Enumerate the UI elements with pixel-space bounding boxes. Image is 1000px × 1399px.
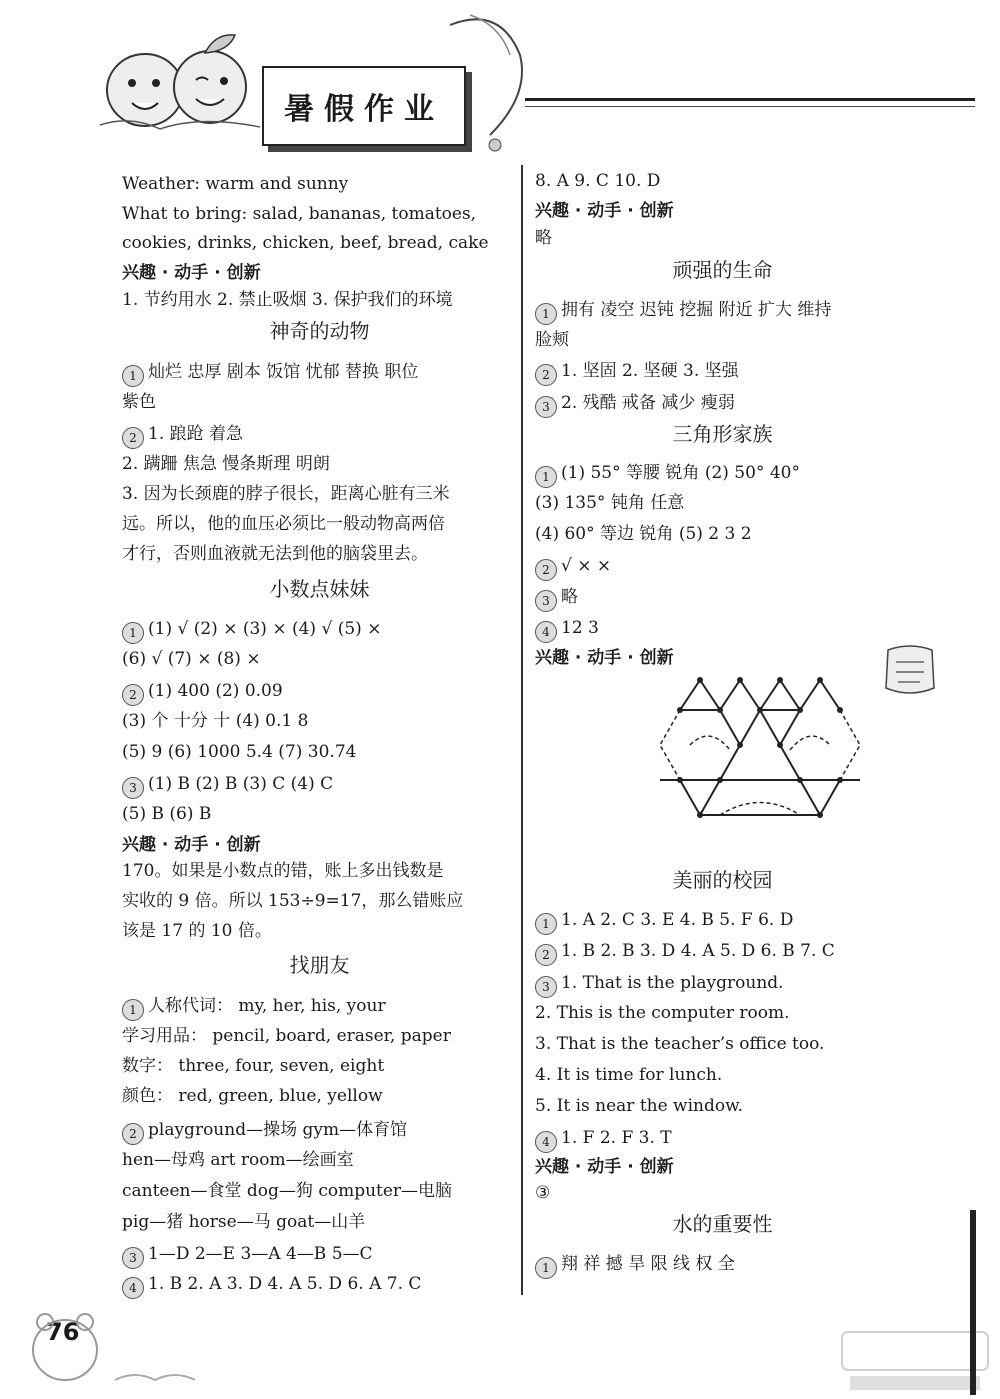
answer-text: (1) 400 (2) 0.09 xyxy=(148,681,283,701)
column-divider xyxy=(521,165,523,1295)
answer-line xyxy=(535,972,784,998)
answer-line xyxy=(122,423,243,449)
answer-line xyxy=(122,1273,421,1299)
answer-text: 略 xyxy=(535,228,552,248)
answer-text: 水的重要性 xyxy=(672,1212,773,1236)
question-number-badge: 3 xyxy=(535,396,557,418)
answer-line xyxy=(122,1055,384,1077)
answer-line xyxy=(535,617,599,643)
answer-line xyxy=(535,940,835,966)
answer-line xyxy=(122,648,261,670)
question-number-badge: 1 xyxy=(535,466,557,488)
answer-line xyxy=(535,227,552,249)
section-title xyxy=(122,576,517,602)
answer-text: 颜色： red, green, blue, yellow xyxy=(122,1086,383,1106)
answer-text: 翔 祥 撼 旱 限 线 权 全 xyxy=(561,1254,735,1274)
answer-line xyxy=(122,1211,365,1233)
question-number-badge: 2 xyxy=(122,427,144,449)
question-number-badge: 2 xyxy=(122,684,144,706)
answer-text: 1. 踉跄 着急 xyxy=(148,424,244,444)
answer-text: 1. B 2. A 3. D 4. A 5. D 6. A 7. C xyxy=(148,1274,422,1294)
answer-line xyxy=(535,299,831,325)
section-title xyxy=(535,421,910,447)
section-title xyxy=(535,867,910,893)
question-number-badge: 2 xyxy=(122,1123,144,1145)
fruit-mascots-illustration xyxy=(90,25,270,145)
header-rule-thin xyxy=(525,106,975,107)
answer-text: cookies, drinks, chicken, beef, bread, cake xyxy=(122,233,489,253)
answer-text: 1—D 2—E 3—A 4—B 5—C xyxy=(148,1244,373,1264)
answer-line xyxy=(535,329,569,351)
answer-line xyxy=(535,492,684,514)
answer-line xyxy=(122,1149,354,1171)
answer-line xyxy=(535,360,739,386)
answer-text: (1) B (2) B (3) C (4) C xyxy=(148,774,334,794)
section-title xyxy=(535,1211,910,1237)
question-number-badge: 1 xyxy=(122,999,144,1021)
answer-line xyxy=(535,1182,550,1204)
question-number-badge: 1 xyxy=(535,303,557,325)
answer-text: 4. It is time for lunch. xyxy=(535,1065,723,1085)
answer-text: 找朋友 xyxy=(289,953,350,977)
answer-text: 才行，否则血液就无法到他的脑袋里去。 xyxy=(122,544,428,564)
answer-text: 拥有 凌空 迟钝 挖掘 附近 扩大 维持 xyxy=(561,300,832,320)
answer-line xyxy=(122,1243,373,1269)
answer-text: hen—母鸡 art room—绘画室 xyxy=(122,1150,354,1170)
answer-text: 实收的 9 倍。所以 153÷9=17，那么错账应 xyxy=(122,891,464,911)
watermark-logo xyxy=(840,1330,990,1395)
answer-text: 12 3 xyxy=(561,618,599,638)
question-number-badge: 3 xyxy=(122,1247,144,1269)
answer-line xyxy=(122,1180,452,1202)
answer-line xyxy=(535,555,611,581)
question-number-badge: 1 xyxy=(122,365,144,387)
answer-text: What to bring: salad, bananas, tomatoes, xyxy=(122,204,477,224)
decorative-swirl-icon xyxy=(440,5,530,155)
answer-text: (1) 55° 等腰 锐角 (2) 50° 40° xyxy=(561,463,800,483)
answer-text: 8. A 9. C 10. D xyxy=(535,171,661,191)
section-title xyxy=(122,952,517,978)
answer-line xyxy=(122,890,463,912)
answer-text: 兴趣 · 动手 · 创新 xyxy=(122,263,261,283)
answer-line xyxy=(535,1033,824,1055)
answer-text: 3. That is the teacher’s office too. xyxy=(535,1034,825,1054)
answer-text: 灿烂 忠厚 剧本 饭馆 忧郁 替换 职位 xyxy=(148,362,419,382)
answer-text: 兴趣 · 动手 · 创新 xyxy=(535,201,674,221)
answer-line xyxy=(122,680,283,706)
answer-line xyxy=(122,995,386,1021)
question-number-badge: 3 xyxy=(535,976,557,998)
answer-line xyxy=(122,773,333,799)
answer-text: 3. 因为长颈鹿的脖子很长，距离心脏有三米 xyxy=(122,484,450,504)
answer-line xyxy=(122,361,418,387)
page-title: 暑假作业 xyxy=(284,92,444,127)
answer-text: 紫色 xyxy=(122,392,156,412)
answer-line xyxy=(122,173,348,195)
answer-text: 学习用品： pencil, board, eraser, paper xyxy=(122,1026,451,1046)
answer-line xyxy=(122,203,476,225)
page-header xyxy=(0,0,1000,165)
question-number-badge: 1 xyxy=(535,913,557,935)
footer-decoration-icon xyxy=(20,1300,240,1395)
answer-text: 1. 节约用水 2. 禁止吸烟 3. 保护我们的环境 xyxy=(122,290,453,310)
answer-line xyxy=(122,710,308,732)
question-number-badge: 3 xyxy=(535,590,557,612)
answer-line xyxy=(122,803,211,825)
answer-text: 兴趣 · 动手 · 创新 xyxy=(122,835,261,855)
answer-line xyxy=(122,741,356,763)
answer-line xyxy=(122,860,443,882)
activity-heading xyxy=(122,262,261,284)
answer-line xyxy=(535,1253,735,1279)
answer-line xyxy=(535,1127,672,1153)
answer-line xyxy=(535,1002,790,1024)
answer-text: pig—猪 horse—马 goat—山羊 xyxy=(122,1212,366,1232)
triangle-hexagon-diagram xyxy=(660,670,860,830)
answer-text: 1. A 2. C 3. E 4. B 5. F 6. D xyxy=(561,910,794,930)
answer-line xyxy=(535,909,793,935)
header-rule xyxy=(525,98,975,101)
answer-text: 人称代词： my, her, his, your xyxy=(148,996,386,1016)
question-number-badge: 2 xyxy=(535,944,557,966)
answer-text: 5. It is near the window. xyxy=(535,1096,744,1116)
answer-text: canteen—食堂 dog—狗 computer—电脑 xyxy=(122,1181,453,1201)
answer-line xyxy=(535,1095,743,1117)
question-number-badge: 4 xyxy=(535,1131,557,1153)
question-number-badge: 3 xyxy=(122,777,144,799)
answer-text: 数字： three, four, seven, eight xyxy=(122,1056,385,1076)
answer-text: playground—操场 gym—体育馆 xyxy=(148,1120,408,1140)
answer-line xyxy=(122,483,450,505)
title-box xyxy=(262,66,466,146)
answer-line xyxy=(122,232,489,254)
answer-line xyxy=(122,391,156,413)
activity-heading xyxy=(535,200,674,222)
answer-line xyxy=(122,1119,407,1145)
answer-line xyxy=(535,1064,722,1086)
answer-text: 1. 坚固 2. 坚硬 3. 坚强 xyxy=(561,361,739,381)
answer-line xyxy=(535,523,752,545)
answer-text: 神奇的动物 xyxy=(269,319,370,343)
question-number-badge: 4 xyxy=(122,1277,144,1299)
answer-text: (6) √ (7) × (8) × xyxy=(122,649,261,669)
question-number-badge: 1 xyxy=(122,622,144,644)
answer-text: (5) 9 (6) 1000 5.4 (7) 30.74 xyxy=(122,742,357,762)
answer-text: 2. 蹒跚 焦急 慢条斯理 明朗 xyxy=(122,454,330,474)
section-title xyxy=(122,318,517,344)
answer-line xyxy=(122,513,445,535)
answer-text: 兴趣 · 动手 · 创新 xyxy=(535,1157,674,1177)
answer-line xyxy=(122,543,428,565)
answer-text: 1. F 2. F 3. T xyxy=(561,1128,672,1148)
answer-line xyxy=(122,618,381,644)
answer-line xyxy=(535,462,800,488)
answer-text: 2. This is the computer room. xyxy=(535,1003,790,1023)
answer-text: 小数点妹妹 xyxy=(269,577,370,601)
question-number-badge: 2 xyxy=(535,559,557,581)
answer-text: 170。如果是小数点的错，账上多出钱数是 xyxy=(122,861,444,881)
answer-text: (1) √ (2) × (3) × (4) √ (5) × xyxy=(148,619,382,639)
page-edge-bar xyxy=(970,1210,976,1395)
answer-line xyxy=(122,920,272,942)
answer-text: 该是 17 的 10 倍。 xyxy=(122,921,272,941)
answer-text: 美丽的校园 xyxy=(672,868,773,892)
question-number-badge: 1 xyxy=(535,1257,557,1279)
answer-text: √ × × xyxy=(561,556,612,576)
answer-text: Weather: warm and sunny xyxy=(122,174,349,194)
answer-text: 1. B 2. B 3. D 4. A 5. D 6. B 7. C xyxy=(561,941,835,961)
answer-text: 兴趣 · 动手 · 创新 xyxy=(535,648,674,668)
answer-line xyxy=(122,1025,451,1047)
answer-line xyxy=(122,453,330,475)
answer-text: (3) 135° 钝角 任意 xyxy=(535,493,685,513)
answer-line xyxy=(535,392,735,418)
activity-heading xyxy=(535,647,674,669)
activity-heading xyxy=(535,1156,674,1178)
answer-text: 略 xyxy=(561,587,578,607)
answer-text: 1. That is the playground. xyxy=(561,973,784,993)
answer-text: 远。所以，他的血压必须比一般动物高两倍 xyxy=(122,514,445,534)
answer-line xyxy=(535,170,660,192)
section-title xyxy=(535,257,910,283)
answer-text: 三角形家族 xyxy=(672,422,773,446)
answer-text: (3) 个 十分 十 (4) 0.1 8 xyxy=(122,711,309,731)
question-number-badge: 2 xyxy=(535,364,557,386)
decorative-stamp-icon xyxy=(880,640,940,700)
answer-text: 顽强的生命 xyxy=(672,258,773,282)
answer-line xyxy=(535,586,578,612)
answer-text: ③ xyxy=(535,1183,551,1203)
answer-line xyxy=(122,1085,383,1107)
question-number-badge: 4 xyxy=(535,621,557,643)
answer-text: 2. 残酷 戒备 减少 瘦弱 xyxy=(561,393,735,413)
answer-text: (4) 60° 等边 锐角 (5) 2 3 2 xyxy=(535,524,752,544)
page-number: 76 xyxy=(46,1318,80,1346)
answer-text: (5) B (6) B xyxy=(122,804,212,824)
answer-text: 脸颊 xyxy=(535,330,569,350)
answer-line xyxy=(122,289,453,311)
activity-heading xyxy=(122,834,261,856)
